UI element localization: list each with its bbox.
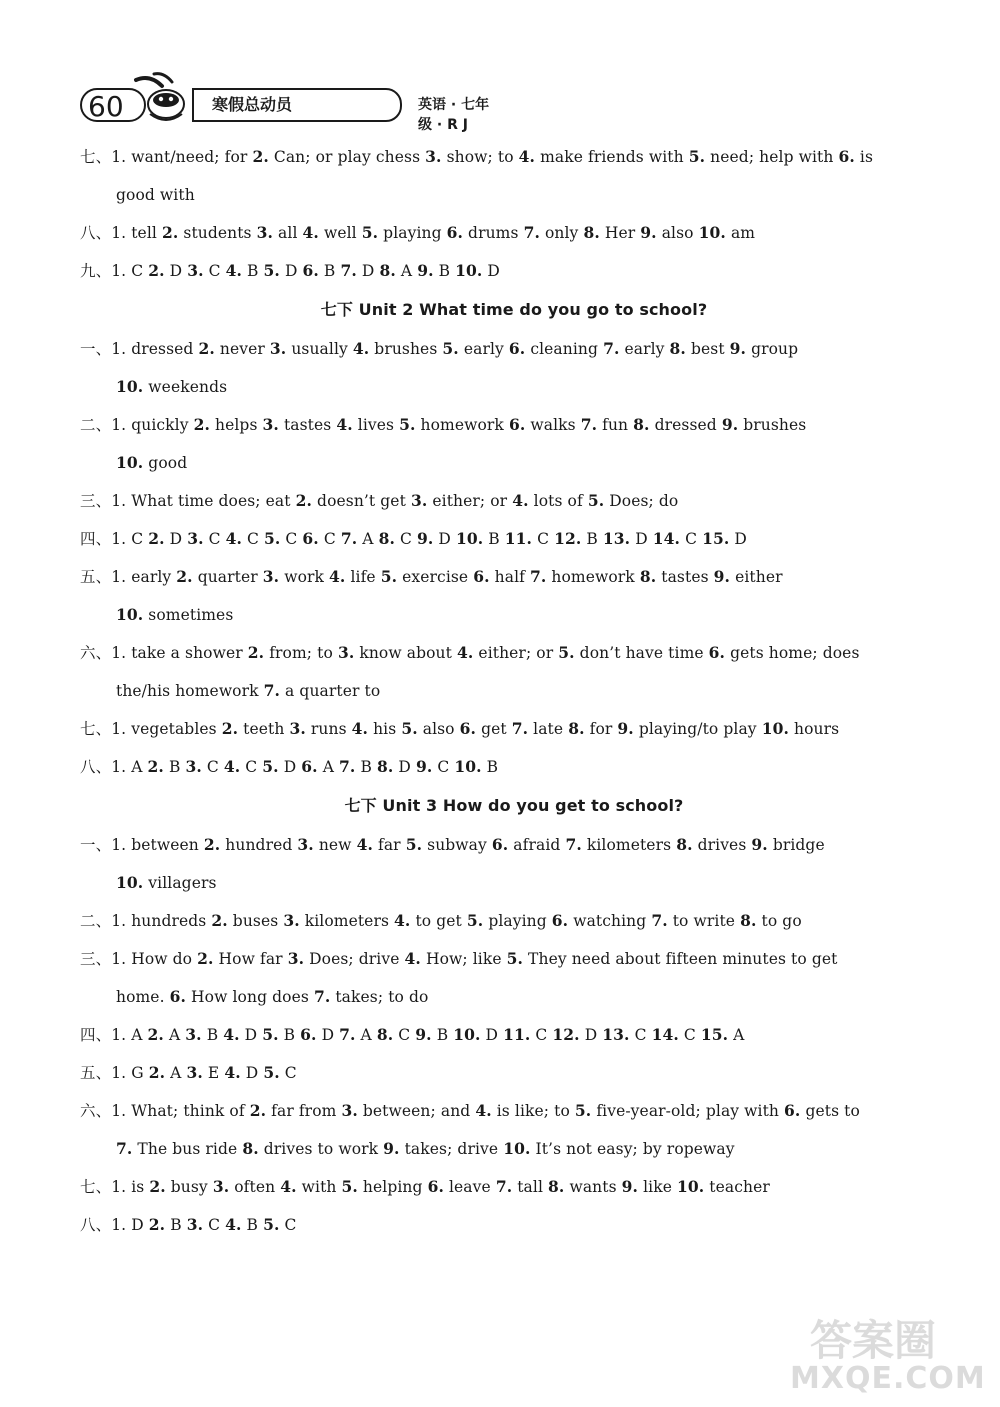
watermark bbox=[790, 1300, 990, 1400]
subject-label: 英语 · 七年级 · R J bbox=[418, 97, 490, 133]
answer-line: 三、1. How do 2. How far 3. Does; drive 4. How; like 5. They need about fifteen minutes to get bbox=[80, 949, 838, 968]
unit-title: 七下 Unit 3 How do you get to school? bbox=[344, 796, 684, 815]
watermark-url: MXQE.COM bbox=[790, 1361, 986, 1396]
unit-title: 七下 Unit 2 What time do you go to school? bbox=[320, 300, 708, 319]
answer-line: 二、1. quickly 2. helps 3. tastes 4. lives 5. homework 6. walks 7. fun 8. dressed 9. brushes bbox=[80, 415, 807, 434]
answer-line: 八、1. A 2. B 3. C 4. C 5. D 6. A 7. B 8. D 9. C 10. B bbox=[80, 757, 499, 776]
answer-line: 七、1. want/need; for 2. Can; or play chess 3. show; to 4. make friends with 5. need; help with 6. is bbox=[80, 147, 874, 166]
answer-line: 四、1. A 2. A 3. B 4. D 5. B 6. D 7. A 8. C 9. B 10. D 11. C 12. D 13. C 14. C 15. A bbox=[80, 1025, 745, 1044]
answer-line: 五、1. G 2. A 3. E 4. D 5. C bbox=[80, 1063, 297, 1082]
page-number: 60 bbox=[80, 88, 146, 122]
page-header bbox=[80, 70, 500, 133]
banner-title: 寒假总动员 bbox=[192, 88, 402, 122]
answer-line: 九、1. C 2. D 3. C 4. B 5. D 6. B 7. D 8. A 9. B 10. D bbox=[80, 261, 500, 280]
answer-line: 八、1. tell 2. students 3. all 4. well 5. playing 6. drums 7. only 8. Her 9. also 10. am bbox=[80, 223, 756, 242]
answer-line: 一、1. between 2. hundred 3. new 4. far 5. subway 6. afraid 7. kilometers 8. drives 9. bridge bbox=[80, 835, 825, 854]
answer-line: 六、1. take a shower 2. from; to 3. know about 4. either; or 5. don’t have time 6. gets home; does bbox=[80, 643, 860, 662]
answer-line: 八、1. D 2. B 3. C 4. B 5. C bbox=[80, 1215, 297, 1234]
answer-line: 二、1. hundreds 2. buses 3. kilometers 4. to get 5. playing 6. watching 7. to write 8. to go bbox=[80, 911, 802, 930]
answer-line-continued: 10. sometimes bbox=[116, 605, 234, 624]
answer-line: 一、1. dressed 2. never 3. usually 4. brushes 5. early 6. cleaning 7. early 8. best 9. group bbox=[80, 339, 799, 358]
watermark-logo-text: 答案圈 bbox=[810, 1316, 937, 1365]
answer-line-continued: home. 6. How long does 7. takes; to do bbox=[116, 987, 429, 1006]
answer-line: 四、1. C 2. D 3. C 4. C 5. C 6. C 7. A 8. C 9. D 10. B 11. C 12. B 13. D 14. C 15. D bbox=[80, 529, 747, 548]
answer-line: 三、1. What time does; eat 2. doesn’t get 3. either; or 4. lots of 5. Does; do bbox=[80, 491, 679, 510]
answer-line: 七、1. is 2. busy 3. often 4. with 5. helping 6. leave 7. tall 8. wants 9. like 10. teacher bbox=[80, 1177, 770, 1196]
answer-line: 六、1. What; think of 2. far from 3. between; and 4. is like; to 5. five-year-old; play with 6. gets to bbox=[80, 1101, 860, 1120]
mascot-icon bbox=[128, 70, 198, 128]
answer-line-continued: 10. good bbox=[116, 453, 188, 472]
answer-line: 五、1. early 2. quarter 3. work 4. life 5. exercise 6. half 7. homework 8. tastes 9. either bbox=[80, 567, 783, 586]
answer-line-continued: 10. weekends bbox=[116, 377, 228, 396]
answer-line-continued: 7. The bus ride 8. drives to work 9. takes; drive 10. It’s not easy; by ropeway bbox=[116, 1139, 735, 1158]
answer-line-continued: the/his homework 7. a quarter to bbox=[116, 681, 381, 700]
answer-line-continued: good with bbox=[116, 186, 195, 204]
answer-line: 七、1. vegetables 2. teeth 3. runs 4. his 5. also 6. get 7. late 8. for 9. playing/to play 10. hours bbox=[80, 719, 840, 738]
answer-line-continued: 10. villagers bbox=[116, 873, 217, 892]
answer-content bbox=[80, 138, 948, 1244]
